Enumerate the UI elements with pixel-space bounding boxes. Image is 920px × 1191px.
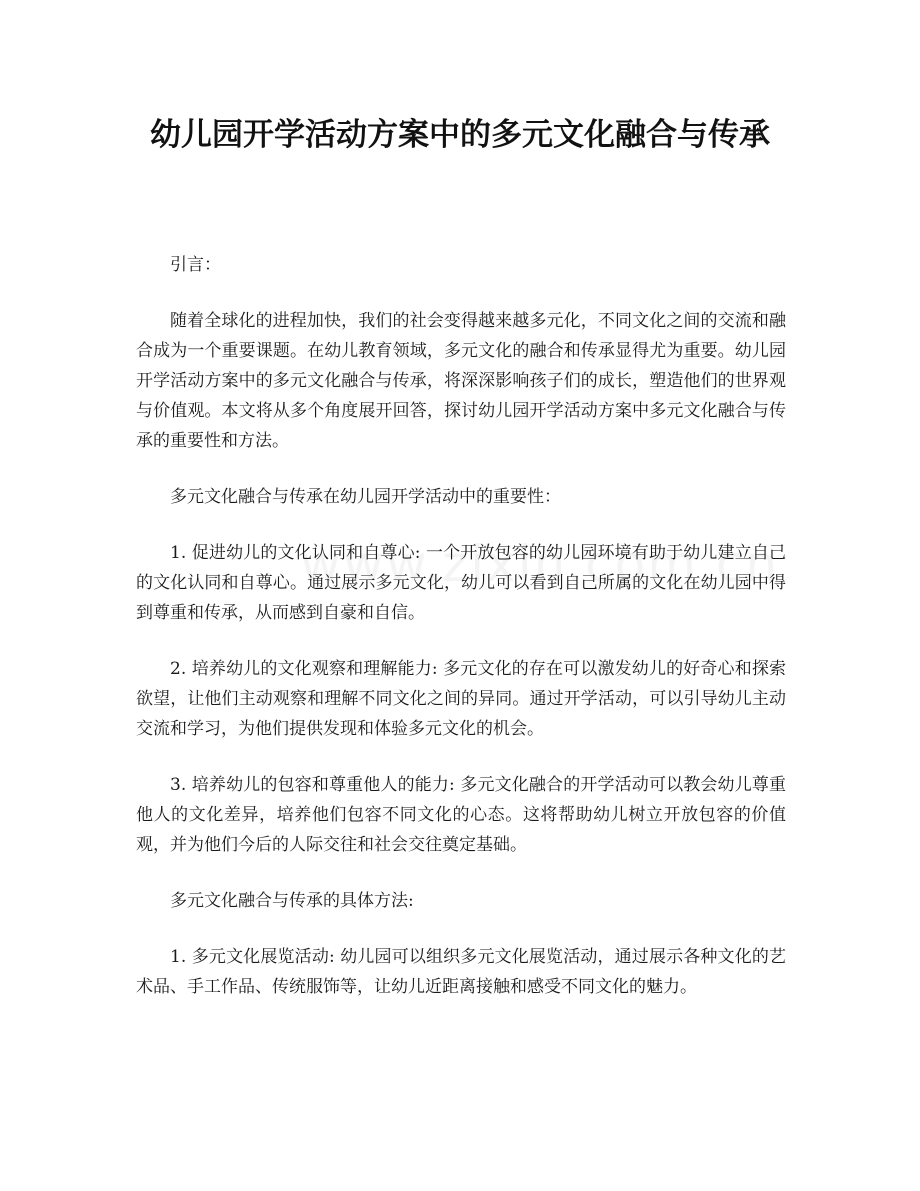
paragraph-importance-1: 1. 促进幼儿的文化认同和自尊心: 一个开放包容的幼儿园环境有助于幼儿建立自己的文化认同和自尊心。通过展示多元文化，幼儿可以看到自己所属的文化在幼儿园中得到尊重和传承，从而感到自豪和自信。 — [136, 543, 786, 623]
paragraph-method-1: 1. 多元文化展览活动: 幼儿园可以组织多元文化展览活动，通过展示各种文化的艺术品、手工作品、传统服饰等，让幼儿近距离接触和感受不同文化的魅力。 — [136, 947, 786, 997]
paragraph-importance-2: 2. 培养幼儿的文化观察和理解能力: 多元文化的存在可以激发幼儿的好奇心和探索欲望，让他们主动观察和理解不同文化之间的异同。通过开学活动，可以引导幼儿主动交流和学习，为他们提供发现和体验多元文化的机会。 — [136, 659, 786, 739]
paragraph-methods-heading: 多元文化融合与传承的具体方法: — [170, 891, 414, 911]
document-body — [136, 250, 786, 1028]
paragraph-intro: 随着全球化的进程加快，我们的社会变得越来越多元化，不同文化之间的交流和融合成为一个重要课题。在幼儿教育领域，多元文化的融合和传承显得尤为重要。幼儿园开学活动方案中的多元文化融合与传承，将深深影响孩子们的成长，塑造他们的世界观与价值观。本文将从多个角度展开回答，探讨幼儿园开学活动方案中多元文化融合与传承的重要性和方法。 — [136, 311, 786, 451]
document-title: 幼儿园开学活动方案中的多元文化融合与传承 — [150, 117, 770, 153]
paragraph-intro-label: 引言： — [170, 255, 221, 275]
paragraph-importance-heading: 多元文化融合与传承在幼儿园开学活动中的重要性： — [170, 487, 561, 507]
paragraph-importance-3: 3. 培养幼儿的包容和尊重他人的能力: 多元文化融合的开学活动可以教会幼儿尊重他人的文化差异，培养他们包容不同文化的心态。这将帮助幼儿树立开放包容的价值观，并为他们今后的人际交往和社会交往奠定基础。 — [136, 775, 786, 855]
